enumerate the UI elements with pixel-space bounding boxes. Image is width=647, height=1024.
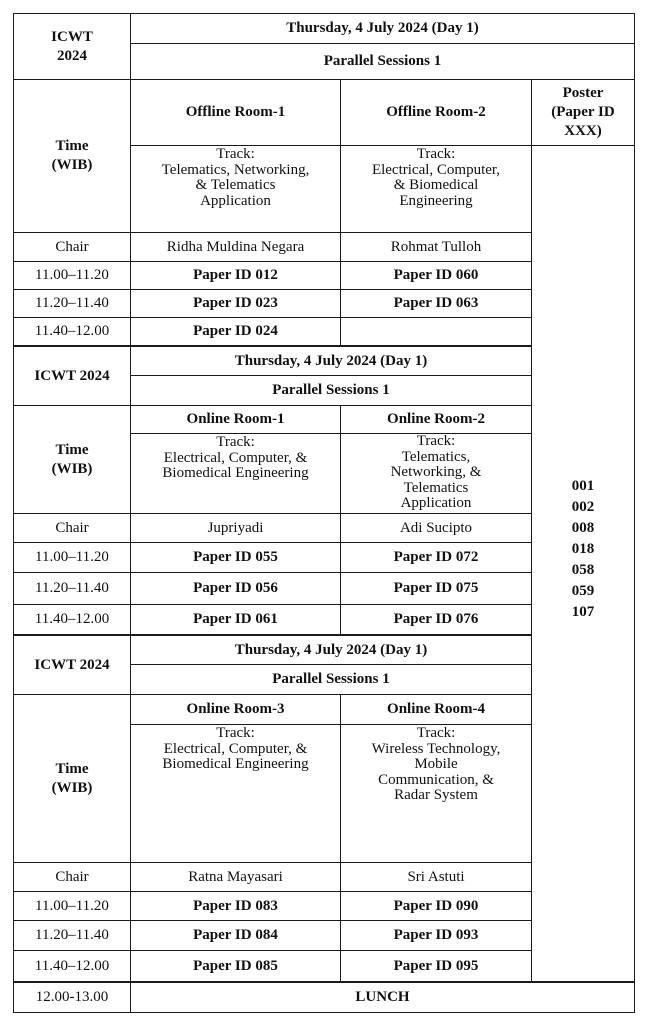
room-name: Offline Room-1: [130, 79, 341, 146]
room-name: Online Room-2: [340, 405, 532, 434]
track-line: Track:: [416, 433, 456, 449]
lunch-label: LUNCH: [130, 981, 635, 1013]
paper-slot: Paper ID 061: [130, 604, 341, 635]
paper-slot: Paper ID 060: [340, 261, 532, 290]
track-line: Biomedical Engineering: [162, 756, 309, 772]
lunch-time: 12.00-13.00: [13, 981, 131, 1013]
chair-label: Chair: [13, 513, 131, 543]
paper-slot: Paper ID 056: [130, 572, 341, 605]
paper-slot: Paper ID 095: [340, 950, 532, 982]
poster-heading-line: (Paper ID: [551, 104, 615, 120]
time-slot: 11.20–11.40: [13, 289, 131, 318]
room-chair: Sri Astuti: [340, 862, 532, 892]
time-slot: 11.20–11.40: [13, 572, 131, 605]
room-chair: Jupriyadi: [130, 513, 341, 543]
track-line: Telematics: [403, 479, 469, 496]
room-track: [340, 433, 532, 514]
paper-slot: Paper ID 093: [340, 920, 532, 951]
time-label-line: Time: [55, 441, 89, 458]
time-label-line: Time: [55, 138, 89, 154]
track-line: Engineering: [399, 192, 473, 209]
poster-heading-line: Poster: [562, 85, 604, 101]
track-line: Radar System: [394, 787, 478, 803]
track-line: Electrical, Computer, &: [163, 449, 308, 466]
track-line: & Telematics: [195, 177, 276, 193]
time-slot: 11.00–11.20: [13, 261, 131, 290]
track-line: Electrical, Computer,: [371, 161, 501, 178]
conference-label-line: 2024: [57, 47, 87, 64]
paper-slot: Paper ID 084: [130, 920, 341, 951]
time-column-label: [13, 79, 131, 233]
track-line: Track:: [216, 146, 255, 162]
conference-label: ICWT 2024: [13, 634, 131, 695]
poster-paper-id: 059: [571, 583, 595, 599]
track-line: Track:: [416, 146, 456, 162]
paper-slot: Paper ID 076: [340, 604, 532, 635]
track-line: Track:: [216, 434, 255, 450]
time-label-line: (WIB): [51, 460, 93, 477]
time-slot: 11.40–12.00: [13, 317, 131, 346]
poster-heading-line: XXX): [564, 123, 602, 139]
time-label-line: (WIB): [51, 779, 93, 796]
track-line: Wireless Technology,: [371, 740, 501, 757]
session-heading: Parallel Sessions 1: [130, 664, 532, 695]
track-line: Telematics, Networking,: [161, 161, 310, 178]
track-line: Application: [200, 192, 271, 209]
room-chair: Ratna Mayasari: [130, 862, 341, 892]
track-line: Track:: [216, 725, 255, 741]
paper-slot: Paper ID 063: [340, 289, 532, 318]
paper-slot: Paper ID 012: [130, 261, 341, 290]
poster-heading: [531, 79, 635, 146]
room-chair: Rohmat Tulloh: [340, 232, 532, 262]
session-heading: Parallel Sessions 1: [130, 375, 532, 406]
track-line: Communication, &: [378, 771, 494, 788]
room-chair: Ridha Muldina Negara: [130, 232, 341, 262]
date-heading: Thursday, 4 July 2024 (Day 1): [130, 345, 532, 376]
conference-label: [13, 13, 131, 80]
poster-paper-id: 008: [571, 520, 595, 536]
time-slot: 11.00–11.20: [13, 542, 131, 573]
poster-ids: [572, 476, 595, 623]
conference-label: ICWT 2024: [13, 345, 131, 406]
room-name: Offline Room-2: [340, 79, 532, 146]
track-line: Mobile: [414, 756, 458, 772]
track-line: Electrical, Computer, &: [163, 740, 308, 757]
room-name: Online Room-3: [130, 694, 341, 725]
session-heading: Parallel Sessions 1: [130, 43, 635, 80]
poster-paper-id: 001: [571, 478, 595, 494]
paper-slot: Paper ID 023: [130, 289, 341, 318]
poster-paper-id: 002: [571, 499, 595, 515]
schedule-table: [13, 13, 635, 1012]
track-line: Track:: [416, 725, 456, 741]
time-slot: 11.20–11.40: [13, 920, 131, 951]
track-line: Application: [400, 495, 472, 511]
track-line: Telematics,: [401, 448, 471, 465]
paper-slot: Paper ID 024: [130, 317, 341, 346]
chair-label: Chair: [13, 232, 131, 262]
date-heading: Thursday, 4 July 2024 (Day 1): [130, 13, 635, 44]
time-column-label: [13, 405, 131, 514]
room-chair: Adi Sucipto: [340, 513, 532, 543]
time-slot: 11.40–12.00: [13, 950, 131, 982]
track-line: Networking, &: [390, 464, 482, 480]
poster-paper-list: [531, 145, 635, 982]
conference-label-line: ICWT: [51, 28, 93, 45]
room-name: Online Room-4: [340, 694, 532, 725]
time-label-line: (WIB): [51, 157, 93, 173]
chair-label: Chair: [13, 862, 131, 892]
paper-slot: Paper ID 055: [130, 542, 341, 573]
poster-paper-id: 107: [571, 604, 595, 620]
room-name: Online Room-1: [130, 405, 341, 434]
time-slot: 11.00–11.20: [13, 891, 131, 921]
room-track: [130, 433, 341, 514]
track-line: & Biomedical: [393, 177, 479, 193]
time-slot: 11.40–12.00: [13, 604, 131, 635]
paper-slot: Paper ID 090: [340, 891, 532, 921]
track-line: Biomedical Engineering: [162, 465, 309, 481]
paper-slot: Paper ID 075: [340, 572, 532, 605]
paper-slot: [340, 317, 532, 346]
poster-paper-id: 058: [571, 562, 595, 578]
room-track: [340, 724, 532, 863]
room-track: [130, 724, 341, 863]
date-heading: Thursday, 4 July 2024 (Day 1): [130, 634, 532, 665]
room-track: [130, 145, 341, 233]
paper-slot: Paper ID 072: [340, 542, 532, 573]
poster-paper-id: 018: [571, 541, 595, 557]
paper-slot: Paper ID 085: [130, 950, 341, 982]
room-track: [340, 145, 532, 233]
time-label-line: Time: [55, 760, 89, 777]
time-column-label: [13, 694, 131, 863]
paper-slot: Paper ID 083: [130, 891, 341, 921]
